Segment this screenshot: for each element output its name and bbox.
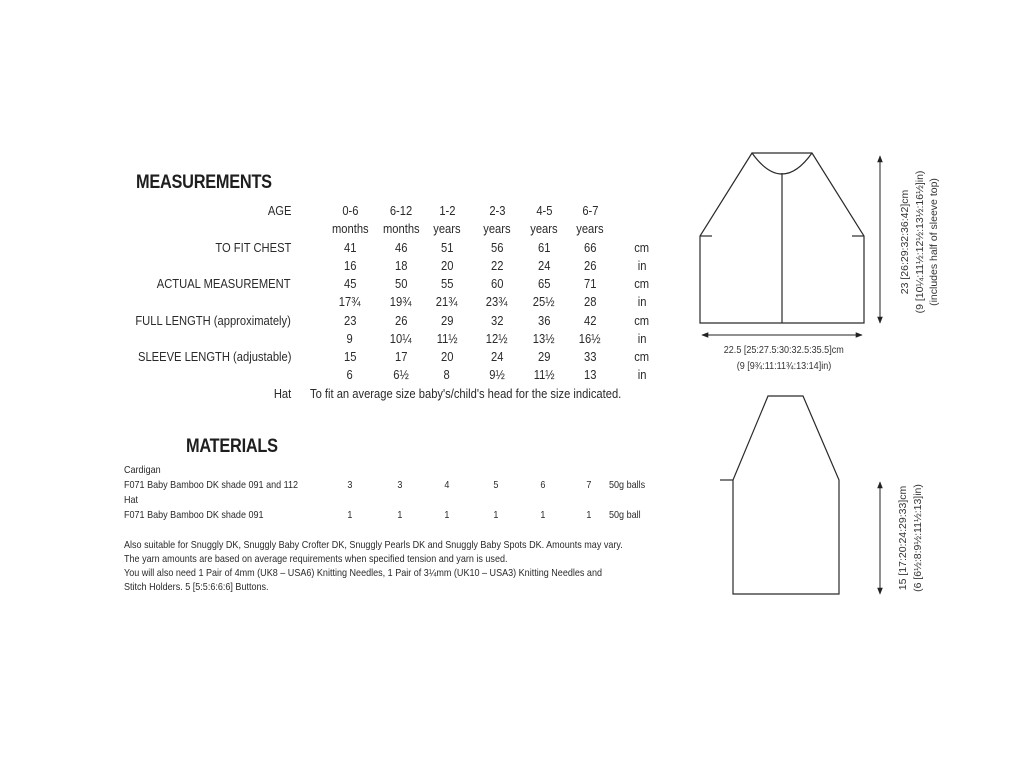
measurement-cm-value: 45 [343, 276, 357, 291]
measurement-cm-value: 15 [343, 349, 357, 364]
age-unit: years [483, 221, 511, 236]
material-quantity: 1 [397, 509, 403, 521]
material-unit: 50g balls [609, 479, 646, 491]
material-quantity: 1 [586, 509, 592, 521]
hat-label: Hat [273, 386, 291, 401]
body-length-note: (includes half of sleeve top) [928, 178, 940, 306]
measurement-in-value: 16½ [579, 331, 601, 346]
measurement-in-value: 22 [490, 258, 504, 273]
measurement-in-value: 12½ [486, 331, 508, 346]
measurement-cm-value: 60 [490, 276, 504, 291]
materials-note-2: The yarn amounts are based on average requirements when specified tension and yarn is used. [124, 553, 508, 565]
measurement-in-value: 28 [583, 294, 597, 309]
material-item: F071 Baby Bamboo DK shade 091 [124, 509, 264, 521]
measurement-label: FULL LENGTH (approximately) [135, 313, 291, 328]
materials-note-4: Stitch Holders. 5 [5:5:6:6:6] Buttons. [124, 581, 269, 593]
material-quantity: 4 [444, 479, 450, 491]
measurement-in-value: 6½ [393, 367, 409, 382]
measurement-cm-value: 20 [440, 349, 454, 364]
measurement-in-value: 23¾ [486, 294, 508, 309]
material-quantity: 3 [397, 479, 403, 491]
materials-note-1: Also suitable for Snuggly DK, Snuggly Baby Crofter DK, Snuggly Pearls DK and Snuggly Baby Spots DK. Amounts may vary. [124, 539, 623, 551]
measurement-label: SLEEVE LENGTH (adjustable) [137, 349, 291, 364]
sleeve-schematic [720, 396, 839, 594]
unit-cm: cm [634, 240, 650, 255]
measurement-cm-value: 29 [537, 349, 551, 364]
age-label: AGE [267, 203, 291, 218]
sleeve-length-in: (6 [6½:8:9½:11½:13]in) [912, 484, 924, 592]
measurement-in-value: 6 [346, 367, 354, 382]
measurement-in-value: 8 [443, 367, 451, 382]
age-unit: years [433, 221, 461, 236]
measurement-cm-value: 36 [537, 313, 551, 328]
material-quantity: 1 [493, 509, 499, 521]
measurement-cm-value: 56 [490, 240, 504, 255]
measurement-cm-value: 46 [394, 240, 408, 255]
age-range: 6-7 [581, 203, 599, 218]
measurements-heading: MEASUREMENTS [136, 172, 272, 193]
measurement-cm-value: 32 [490, 313, 504, 328]
material-quantity: 1 [347, 509, 353, 521]
measurement-in-value: 10¼ [390, 331, 412, 346]
unit-cm: cm [634, 313, 650, 328]
measurement-in-value: 18 [394, 258, 408, 273]
measurement-cm-value: 55 [440, 276, 454, 291]
measurement-label: TO FIT CHEST [215, 240, 291, 255]
age-unit: months [331, 221, 369, 236]
material-quantity: 1 [444, 509, 450, 521]
measurement-cm-value: 71 [583, 276, 597, 291]
measurement-cm-value: 29 [440, 313, 454, 328]
material-group-label: Hat [124, 494, 139, 506]
measurement-cm-value: 23 [343, 313, 357, 328]
measurement-cm-value: 26 [394, 313, 408, 328]
unit-in: in [637, 294, 647, 309]
unit-in: in [637, 367, 647, 382]
body-length-in: (9 [10¼:11½:12½:13½:16½]in) [914, 170, 926, 314]
measurement-cm-value: 33 [583, 349, 597, 364]
measurement-label: ACTUAL MEASUREMENT [157, 276, 291, 291]
sleeve-length-cm: 15 [17:20:24:29:33]cm [897, 485, 909, 591]
unit-cm: cm [634, 349, 650, 364]
measurement-in-value: 13½ [533, 331, 555, 346]
age-range: 0-6 [341, 203, 359, 218]
age-range: 1-2 [438, 203, 456, 218]
unit-cm: cm [634, 276, 650, 291]
measurement-cm-value: 66 [583, 240, 597, 255]
measurement-cm-value: 61 [537, 240, 551, 255]
material-item: F071 Baby Bamboo DK shade 091 and 112 [124, 479, 299, 491]
unit-in: in [637, 258, 647, 273]
measurement-in-value: 16 [343, 258, 357, 273]
material-quantity: 5 [493, 479, 499, 491]
material-quantity: 7 [586, 479, 592, 491]
measurement-in-value: 26 [583, 258, 597, 273]
measurement-in-value: 19¾ [390, 294, 412, 309]
measurement-in-value: 17¾ [339, 294, 361, 309]
age-unit: years [530, 221, 558, 236]
age-unit: years [576, 221, 604, 236]
measurement-cm-value: 41 [343, 240, 357, 255]
measurement-cm-value: 24 [490, 349, 504, 364]
hat-text: To fit an average size baby's/child's head for the size indicated. [310, 386, 622, 401]
unit-in: in [637, 331, 647, 346]
age-unit: months [382, 221, 420, 236]
material-quantity: 1 [540, 509, 546, 521]
body-width-in: (9 [9¾:11:11¾:13:14]in) [736, 360, 832, 372]
measurement-in-value: 25½ [533, 294, 555, 309]
material-unit: 50g ball [609, 509, 641, 521]
measurement-in-value: 21¾ [436, 294, 458, 309]
measurement-in-value: 13 [583, 367, 597, 382]
measurement-cm-value: 17 [394, 349, 408, 364]
materials-note-3: You will also need 1 Pair of 4mm (UK8 – USA6) Knitting Needles, 1 Pair of 3¼mm (UK10 – USA3) Knitting Needles and [124, 567, 602, 579]
measurement-in-value: 9 [346, 331, 354, 346]
material-quantity: 6 [540, 479, 546, 491]
measurement-cm-value: 51 [440, 240, 454, 255]
measurement-in-value: 20 [440, 258, 454, 273]
material-group-label: Cardigan [124, 464, 161, 476]
age-range: 2-3 [488, 203, 506, 218]
measurement-in-value: 24 [537, 258, 551, 273]
age-range: 4-5 [535, 203, 553, 218]
measurement-cm-value: 50 [394, 276, 408, 291]
materials-heading: MATERIALS [186, 436, 278, 457]
body-width-cm: 22.5 [25:27.5:30:32.5:35.5]cm [724, 344, 844, 356]
material-quantity: 3 [347, 479, 353, 491]
measurement-in-value: 11½ [436, 331, 458, 346]
body-length-cm: 23 [26:29:32:36:42]cm [899, 189, 911, 295]
measurement-in-value: 11½ [533, 367, 555, 382]
measurement-cm-value: 65 [537, 276, 551, 291]
age-range: 6-12 [389, 203, 413, 218]
measurement-in-value: 9½ [489, 367, 505, 382]
body-schematic [700, 153, 864, 323]
measurement-cm-value: 42 [583, 313, 597, 328]
